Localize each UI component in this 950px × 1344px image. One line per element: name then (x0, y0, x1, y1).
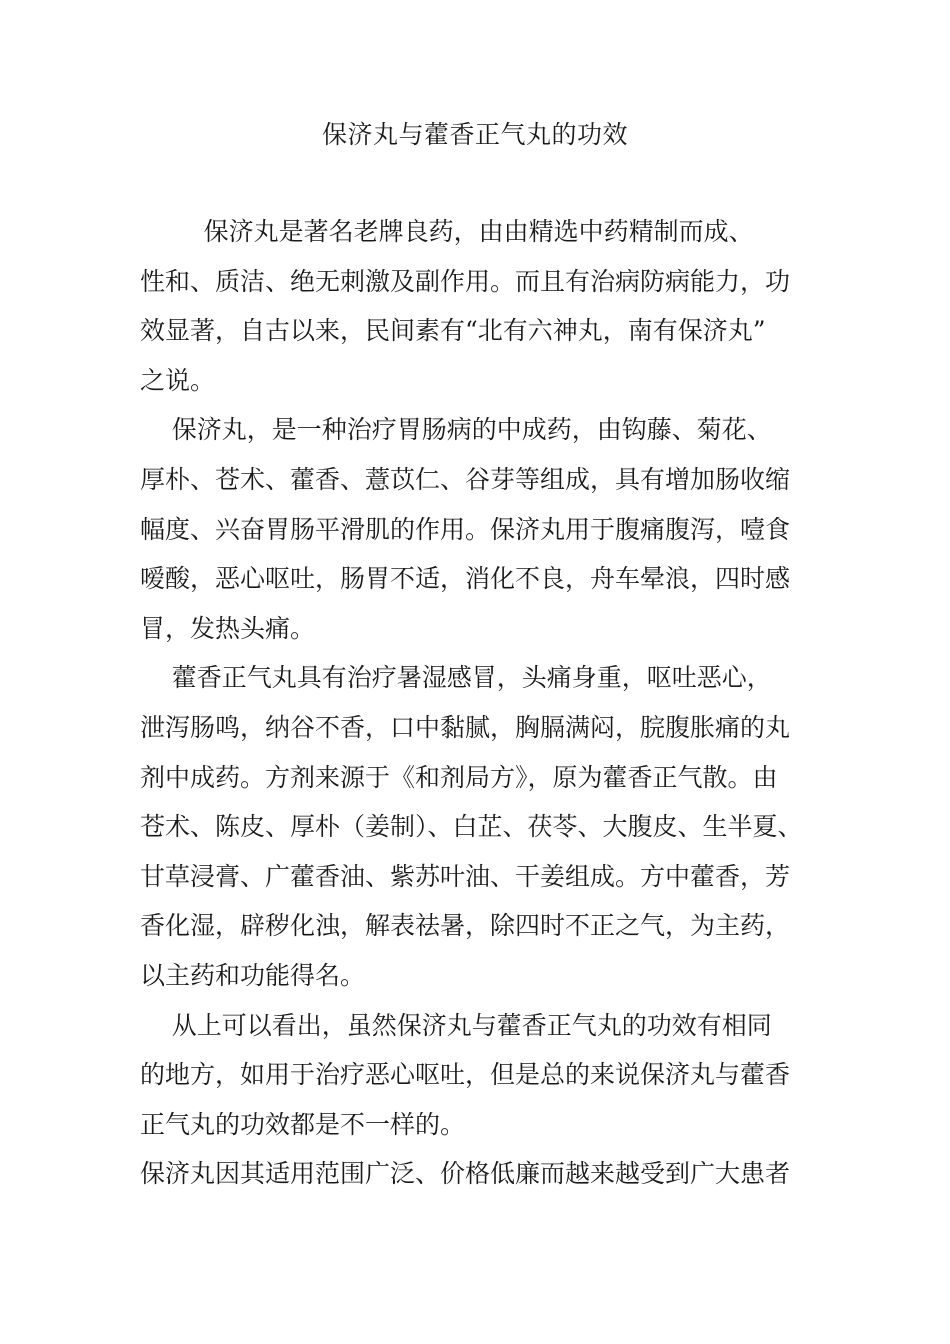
text-line: 以主药和功能得名。 (140, 960, 366, 990)
text-line: 保济丸因其适用范围广泛、价格低廉而越来越受到广大患者 (140, 1159, 791, 1189)
text-line: 厚朴、苍术、藿香、薏苡仁、谷芽等组成，具有增加肠收缩 (140, 464, 791, 494)
text-line: 从上可以看出，虽然保济丸与藿香正气丸的功效有相同 (140, 1010, 772, 1040)
text-line: 的地方，如用于治疗恶心呕吐，但是总的来说保济丸与藿香 (140, 1060, 791, 1090)
text-line: 冒，发热头痛。 (140, 613, 316, 643)
text-line: 效显著，自古以来，民间素有“北有六神丸，南有保济丸” (140, 316, 766, 346)
text-line: 保济丸，是一种治疗胃肠病的中成药，由钩藤、菊花、 (140, 415, 772, 445)
document-title: 保济丸与藿香正气丸的功效 (321, 120, 628, 149)
text-line: 性和、质洁、绝无刺激及副作用。而且有治病防病能力，功 (140, 266, 791, 296)
text-line: 嗳酸，恶心呕吐，肠胃不适，消化不良，舟车晕浪，四时感 (140, 564, 791, 594)
text-line: 保济丸是著名老牌良药，由由精选中药精制而成、 (140, 217, 754, 246)
text-line: 藿香正气丸具有治疗暑湿感冒，头痛身重，呕吐恶心， (140, 663, 772, 693)
text-line: 剂中成药。方剂来源于《和剂局方》，原为藿香正气散。由 (140, 762, 778, 792)
text-line: 苍术、陈皮、厚朴（姜制）、白芷、茯苓、大腹皮、生半夏、 (140, 812, 803, 842)
text-line: 正气丸的功效都是不一样的。 (140, 1109, 466, 1139)
text-line: 幅度、兴奋胃肠平滑肌的作用。保济丸用于腹痛腹泻，噎食 (140, 514, 791, 544)
text-line: 香化湿，辟秽化浊，解表祛暑，除四时不正之气，为主药， (140, 911, 791, 941)
text-line: 之说。 (140, 365, 216, 395)
text-line: 甘草浸膏、广藿香油、紫苏叶油、干姜组成。方中藿香，芳 (140, 861, 791, 891)
text-line: 泄泻肠鸣，纳谷不香，口中黏腻，胸膈满闷，脘腹胀痛的丸 (140, 712, 791, 742)
document-body (140, 207, 810, 1199)
